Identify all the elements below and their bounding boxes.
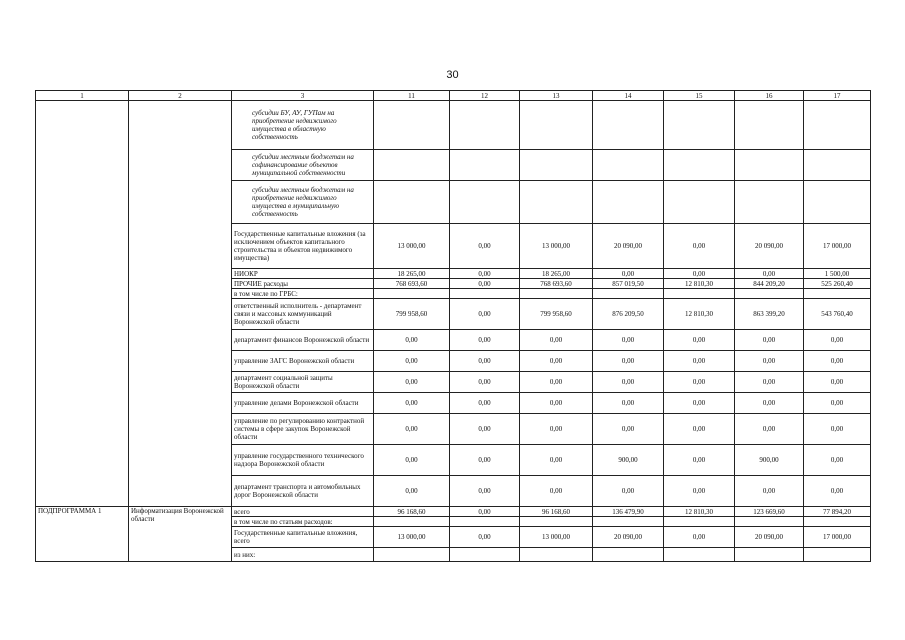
column-header: 1 bbox=[36, 91, 129, 101]
value-cell: 0,00 bbox=[450, 372, 520, 393]
value-cell: 799 958,60 bbox=[374, 299, 450, 330]
value-cell bbox=[804, 289, 871, 299]
value-cell bbox=[450, 150, 520, 181]
value-cell: 20 090,00 bbox=[593, 224, 664, 269]
value-cell bbox=[804, 517, 871, 527]
value-cell: 13 000,00 bbox=[520, 527, 593, 548]
row-label: в том числе по ГРБС: bbox=[232, 289, 374, 299]
value-cell bbox=[735, 181, 804, 224]
value-cell: 0,00 bbox=[593, 476, 664, 507]
value-cell bbox=[520, 517, 593, 527]
value-cell: 844 209,20 bbox=[735, 279, 804, 289]
value-cell bbox=[450, 289, 520, 299]
value-cell bbox=[374, 181, 450, 224]
row-label: департамент транспорта и автомобильных дорог Воронежской области bbox=[232, 476, 374, 507]
value-cell bbox=[593, 150, 664, 181]
column-header: 11 bbox=[374, 91, 450, 101]
value-cell bbox=[664, 548, 735, 562]
value-cell: 0,00 bbox=[374, 445, 450, 476]
row-label: департамент социальной защиты Воронежской области bbox=[232, 372, 374, 393]
value-cell: 0,00 bbox=[664, 330, 735, 351]
value-cell: 0,00 bbox=[520, 476, 593, 507]
value-cell bbox=[374, 101, 450, 150]
value-cell: 20 090,00 bbox=[735, 527, 804, 548]
table-row bbox=[36, 507, 871, 517]
value-cell bbox=[520, 289, 593, 299]
column-header-row bbox=[36, 91, 871, 101]
value-cell: 13 000,00 bbox=[374, 527, 450, 548]
value-cell: 0,00 bbox=[664, 224, 735, 269]
value-cell: 123 669,60 bbox=[735, 507, 804, 517]
value-cell bbox=[450, 181, 520, 224]
column-header: 16 bbox=[735, 91, 804, 101]
value-cell: 0,00 bbox=[804, 330, 871, 351]
row-label: Государственные капитальные вложения (за исключением объектов капитального строительства и объектов недвижимого имущества) bbox=[232, 224, 374, 269]
value-cell: 12 810,30 bbox=[664, 279, 735, 289]
value-cell bbox=[593, 548, 664, 562]
value-cell: 17 000,00 bbox=[804, 224, 871, 269]
value-cell bbox=[374, 517, 450, 527]
value-cell: 0,00 bbox=[450, 330, 520, 351]
value-cell: 0,00 bbox=[664, 372, 735, 393]
value-cell bbox=[735, 150, 804, 181]
value-cell bbox=[520, 150, 593, 181]
value-cell: 13 000,00 bbox=[520, 224, 593, 269]
value-cell: 0,00 bbox=[450, 279, 520, 289]
program-cell: ПОДПРОГРАММА 1 bbox=[36, 507, 129, 562]
row-label: управление по регулированию контрактной системы в сфере закупок Воронежской области bbox=[232, 414, 374, 445]
value-cell: 900,00 bbox=[593, 445, 664, 476]
column-header: 13 bbox=[520, 91, 593, 101]
row-label: управление ЗАГС Воронежской области bbox=[232, 351, 374, 372]
value-cell bbox=[664, 181, 735, 224]
value-cell bbox=[593, 517, 664, 527]
value-cell bbox=[520, 548, 593, 562]
value-cell: 136 479,90 bbox=[593, 507, 664, 517]
value-cell bbox=[450, 548, 520, 562]
value-cell: 0,00 bbox=[520, 351, 593, 372]
value-cell bbox=[804, 548, 871, 562]
value-cell bbox=[520, 181, 593, 224]
row-label: департамент финансов Воронежской области bbox=[232, 330, 374, 351]
value-cell: 876 209,50 bbox=[593, 299, 664, 330]
value-cell bbox=[735, 548, 804, 562]
value-cell: 0,00 bbox=[450, 476, 520, 507]
value-cell: 0,00 bbox=[804, 372, 871, 393]
value-cell: 768 693,60 bbox=[520, 279, 593, 289]
value-cell bbox=[735, 289, 804, 299]
value-cell: 768 693,60 bbox=[374, 279, 450, 289]
value-cell: 0,00 bbox=[520, 393, 593, 414]
value-cell: 13 000,00 bbox=[374, 224, 450, 269]
budget-table bbox=[35, 90, 871, 562]
column-header: 14 bbox=[593, 91, 664, 101]
value-cell: 0,00 bbox=[735, 393, 804, 414]
value-cell: 0,00 bbox=[374, 393, 450, 414]
value-cell: 0,00 bbox=[735, 330, 804, 351]
value-cell: 1 500,00 bbox=[804, 269, 871, 279]
value-cell: 863 399,20 bbox=[735, 299, 804, 330]
value-cell: 0,00 bbox=[735, 372, 804, 393]
value-cell: 0,00 bbox=[664, 351, 735, 372]
column-header: 15 bbox=[664, 91, 735, 101]
value-cell: 0,00 bbox=[374, 414, 450, 445]
row-label: управление государственного технического надзора Воронежской области bbox=[232, 445, 374, 476]
value-cell: 0,00 bbox=[593, 372, 664, 393]
row-label: из них: bbox=[232, 548, 374, 562]
value-cell: 0,00 bbox=[450, 527, 520, 548]
value-cell: 0,00 bbox=[450, 445, 520, 476]
value-cell bbox=[593, 289, 664, 299]
value-cell bbox=[735, 517, 804, 527]
page-number: 30 bbox=[446, 69, 459, 81]
value-cell: 0,00 bbox=[450, 224, 520, 269]
program-cell bbox=[36, 101, 129, 507]
row-label: субсидии местным бюджетам на приобретение недвижимого имущества в муниципальную собственность bbox=[232, 181, 374, 224]
value-cell bbox=[450, 101, 520, 150]
value-cell: 0,00 bbox=[735, 414, 804, 445]
value-cell: 0,00 bbox=[735, 351, 804, 372]
value-cell: 0,00 bbox=[520, 330, 593, 351]
value-cell: 0,00 bbox=[450, 414, 520, 445]
value-cell: 0,00 bbox=[593, 269, 664, 279]
value-cell: 0,00 bbox=[664, 414, 735, 445]
row-label: ответственный исполнитель - департамент связи и массовых коммуникаций Воронежской области bbox=[232, 299, 374, 330]
row-label: всего bbox=[232, 507, 374, 517]
value-cell: 799 958,60 bbox=[520, 299, 593, 330]
value-cell: 0,00 bbox=[520, 414, 593, 445]
value-cell: 0,00 bbox=[664, 393, 735, 414]
value-cell: 0,00 bbox=[735, 476, 804, 507]
value-cell: 96 168,60 bbox=[374, 507, 450, 517]
value-cell: 525 260,40 bbox=[804, 279, 871, 289]
value-cell: 0,00 bbox=[374, 351, 450, 372]
value-cell: 0,00 bbox=[593, 351, 664, 372]
value-cell bbox=[804, 101, 871, 150]
value-cell: 12 810,30 bbox=[664, 507, 735, 517]
value-cell: 0,00 bbox=[593, 330, 664, 351]
value-cell bbox=[804, 150, 871, 181]
row-label: ПРОЧИЕ расходы bbox=[232, 279, 374, 289]
value-cell: 0,00 bbox=[804, 393, 871, 414]
value-cell: 0,00 bbox=[735, 269, 804, 279]
value-cell: 0,00 bbox=[450, 351, 520, 372]
value-cell: 18 265,00 bbox=[374, 269, 450, 279]
value-cell: 0,00 bbox=[374, 330, 450, 351]
value-cell: 0,00 bbox=[664, 527, 735, 548]
value-cell: 77 894,20 bbox=[804, 507, 871, 517]
value-cell: 0,00 bbox=[664, 476, 735, 507]
value-cell: 0,00 bbox=[374, 476, 450, 507]
value-cell bbox=[664, 289, 735, 299]
value-cell: 0,00 bbox=[520, 445, 593, 476]
value-cell bbox=[664, 101, 735, 150]
value-cell: 0,00 bbox=[664, 445, 735, 476]
table-row bbox=[36, 101, 871, 150]
value-cell bbox=[593, 181, 664, 224]
value-cell: 96 168,60 bbox=[520, 507, 593, 517]
value-cell: 0,00 bbox=[593, 414, 664, 445]
value-cell bbox=[450, 517, 520, 527]
row-label: субсидии БУ, АУ, ГУПам на приобретение недвижимого имущества в областную собственность bbox=[232, 101, 374, 150]
value-cell: 0,00 bbox=[804, 476, 871, 507]
value-cell: 17 000,00 bbox=[804, 527, 871, 548]
value-cell bbox=[374, 289, 450, 299]
value-cell: 12 810,30 bbox=[664, 299, 735, 330]
column-header: 17 bbox=[804, 91, 871, 101]
row-label: в том числе по статьям расходов: bbox=[232, 517, 374, 527]
value-cell: 0,00 bbox=[664, 269, 735, 279]
value-cell: 0,00 bbox=[804, 414, 871, 445]
value-cell: 0,00 bbox=[804, 351, 871, 372]
value-cell: 20 090,00 bbox=[735, 224, 804, 269]
value-cell: 857 019,50 bbox=[593, 279, 664, 289]
value-cell: 18 265,00 bbox=[520, 269, 593, 279]
row-label: субсидии местным бюджетам на софинансирование объектов муниципальной собственности bbox=[232, 150, 374, 181]
row-label: управление делами Воронежской области bbox=[232, 393, 374, 414]
value-cell: 0,00 bbox=[520, 372, 593, 393]
column-header: 12 bbox=[450, 91, 520, 101]
value-cell bbox=[664, 517, 735, 527]
value-cell: 20 090,00 bbox=[593, 527, 664, 548]
column-header: 2 bbox=[129, 91, 232, 101]
row-label: НИОКР bbox=[232, 269, 374, 279]
value-cell bbox=[520, 101, 593, 150]
value-cell: 0,00 bbox=[450, 393, 520, 414]
row-label: Государственные капитальные вложения, всего bbox=[232, 527, 374, 548]
program-name-cell bbox=[129, 101, 232, 507]
value-cell: 0,00 bbox=[804, 445, 871, 476]
value-cell: 0,00 bbox=[450, 507, 520, 517]
value-cell bbox=[804, 181, 871, 224]
value-cell: 0,00 bbox=[450, 269, 520, 279]
value-cell bbox=[664, 150, 735, 181]
program-name-cell: Информатизация Воронежской области bbox=[129, 507, 232, 562]
value-cell bbox=[735, 101, 804, 150]
column-header: 3 bbox=[232, 91, 374, 101]
value-cell: 900,00 bbox=[735, 445, 804, 476]
value-cell bbox=[374, 150, 450, 181]
value-cell bbox=[374, 548, 450, 562]
value-cell: 0,00 bbox=[593, 393, 664, 414]
value-cell: 0,00 bbox=[374, 372, 450, 393]
value-cell: 543 760,40 bbox=[804, 299, 871, 330]
value-cell bbox=[593, 101, 664, 150]
value-cell: 0,00 bbox=[450, 299, 520, 330]
